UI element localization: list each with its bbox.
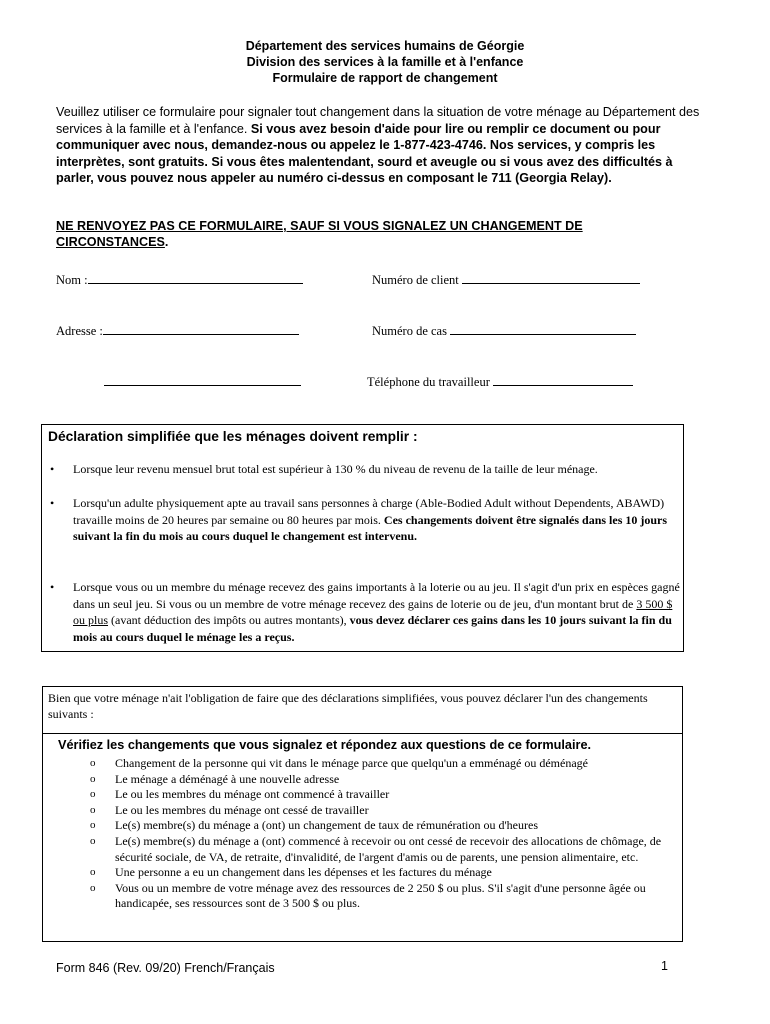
bullet-2-text: [73, 495, 680, 545]
simplified-bullet-2: [50, 495, 680, 545]
bullet-3-underlined: 3 500 $ ou plus: [73, 596, 673, 628]
simplified-reporting-box: [41, 424, 684, 652]
bullet-2-bold: Ces changements doivent être signalés dans les 10 jours suivant la fin du mois au cours duquel le changement est intervenu.: [73, 512, 668, 544]
circle-bullet-icon: o: [90, 881, 96, 894]
adresse-line-2-field: [104, 372, 301, 390]
change-item[interactable]: [88, 818, 678, 834]
warning-period: .: [164, 235, 169, 249]
circle-bullet-icon: o: [90, 772, 96, 785]
intro-paragraph: [56, 104, 711, 187]
document-header: [0, 38, 770, 86]
change-item-text: Le(s) membre(s) du ménage a (ont) un changement de taux de rémunération ou d'heures: [115, 818, 538, 833]
circle-bullet-icon: o: [90, 819, 96, 832]
bullet-3-part-a: Lorsque vous ou un membre du ménage recevez des gains importants à la loterie ou au jeu. Il s'agit d'un prix en espèces gagné dans un seul jeu. Si vous ou un membre de votre ménage recevez des gains de loterie ou de jeu, d'un montant brut de: [73, 580, 680, 611]
circle-bullet-icon: o: [90, 788, 96, 801]
nom-input-line[interactable]: [88, 270, 303, 284]
adresse-line-2-input-line[interactable]: [104, 372, 301, 386]
simplified-bullet-1: [50, 461, 680, 478]
page-number: 1: [661, 959, 668, 973]
adresse-input-line[interactable]: [103, 321, 299, 335]
adresse-label: Adresse :: [56, 324, 103, 338]
bullet-3-part-b: (avant déduction des impôts ou autres montants),: [108, 613, 350, 628]
header-division: Division des services à la famille et à l'enfance: [246, 55, 524, 69]
intro-help-text: Si vous avez besoin d'aide pour lire ou remplir ce document ou pour communiquer avec nous, demandez-nous ou appelez le 1-877-423-4746. Nos services, y compris les interprètes, sont gratuits. Si vous êtes malentendant, sourd et aveugle ou si vous avez des difficultés à parler, vous pouvez nous appeler au numéro ci-dessus en composant le 711 (Georgia Relay).: [56, 121, 673, 186]
nom-field: [56, 270, 303, 288]
client-number-field: [372, 270, 640, 288]
circle-bullet-icon: o: [90, 757, 96, 769]
nom-label: Nom :: [56, 273, 88, 287]
bullet-3-bold: vous devez déclarer ces gains dans les 10 jours suivant la fin du mois au cours duquel le ménage les a reçus.: [73, 613, 672, 644]
case-number-label: Numéro de cas: [372, 324, 447, 338]
header-form-title: Formulaire de rapport de changement: [272, 71, 498, 85]
change-item-text: Le ou les membres du ménage ont commencé à travailler: [115, 787, 390, 802]
change-item[interactable]: [88, 787, 678, 803]
change-item-text: Vous ou un membre de votre ménage avez des ressources de 2 250 $ ou plus. S'il s'agit d'une personne âgée ou handicapée, ses ressources sont de 3 500 $ ou plus.: [115, 880, 646, 911]
bullet-icon: •: [50, 496, 55, 510]
change-item-text: Changement de la personne qui vit dans le ménage parce que quelqu'un a emménagé ou déménagé: [115, 756, 588, 770]
change-item[interactable]: [88, 803, 678, 819]
client-number-label: Numéro de client: [372, 273, 459, 287]
worker-phone-label: Téléphone du travailleur: [367, 375, 490, 389]
change-item[interactable]: [88, 756, 678, 772]
intro-text: Veuillez utiliser ce formulaire pour signaler tout changement dans la situation de votre ménage au Département des services à la famille et à l'enfance.: [56, 105, 700, 136]
optional-reporting-text: Bien que votre ménage n'ait l'obligation de faire que des déclarations simplifiées, vous pouvez déclarer l'un des changements suivants :: [48, 691, 648, 721]
case-number-input-line[interactable]: [450, 321, 636, 335]
client-number-input-line[interactable]: [462, 270, 640, 284]
change-item[interactable]: [88, 865, 678, 881]
header-department: Département des services humains de Géorgie: [245, 39, 525, 53]
changes-checklist-title: Vérifiez les changements que vous signalez et répondez aux questions de ce formulaire.: [58, 738, 592, 752]
optional-reporting-box: [42, 686, 683, 734]
change-item-text: Le(s) membre(s) du ménage a (ont) commencé à recevoir ou ont cessé de recevoir des allocations de chômage, de sécurité sociale, de VA, de retraite, d'invalidité, de l'argent d'amis ou de parents, une pension alimentaire, etc.: [115, 833, 662, 864]
simplified-reporting-title: Déclaration simplifiée que les ménages doivent remplir :: [48, 429, 418, 444]
change-item-text: Le ou les membres du ménage ont cessé de travailler: [115, 802, 369, 817]
changes-checklist: [88, 756, 678, 912]
circle-bullet-icon: o: [90, 803, 96, 816]
worker-phone-field: [367, 372, 633, 390]
changes-checklist-box: [42, 734, 683, 942]
adresse-field: [56, 321, 299, 339]
form-footer: Form 846 (Rev. 09/20) French/Français: [56, 961, 275, 975]
bullet-icon: •: [50, 462, 55, 476]
bullet-1-text: Lorsque leur revenu mensuel brut total est supérieur à 130 % du niveau de revenu de la taille de leur ménage.: [73, 462, 598, 476]
bullet-icon: •: [50, 580, 55, 594]
circle-bullet-icon: o: [90, 866, 96, 879]
change-item-text: Le ménage a déménagé à une nouvelle adresse: [115, 771, 340, 786]
change-item[interactable]: [88, 834, 678, 865]
change-item[interactable]: [88, 772, 678, 788]
simplified-bullet-3: [50, 579, 680, 645]
bullet-3-text: [73, 579, 680, 645]
change-item[interactable]: [88, 881, 678, 912]
bullet-2-normal: Lorsqu'un adulte physiquement apte au travail sans personnes à charge (Able-Bodied Adult without Dependents, ABAWD) travaille moins de 20 heures par semaine ou 80 heures par mois.: [73, 496, 665, 527]
worker-phone-input-line[interactable]: [493, 372, 633, 386]
case-number-field: [372, 321, 636, 339]
change-item-text: Une personne a eu un changement dans les dépenses et les factures du ménage: [115, 865, 492, 880]
circle-bullet-icon: o: [90, 834, 96, 847]
return-warning: [56, 218, 676, 250]
warning-text: NE RENVOYEZ PAS CE FORMULAIRE, SAUF SI VOUS SIGNALEZ UN CHANGEMENT DE CIRCONSTANCES: [56, 219, 583, 249]
